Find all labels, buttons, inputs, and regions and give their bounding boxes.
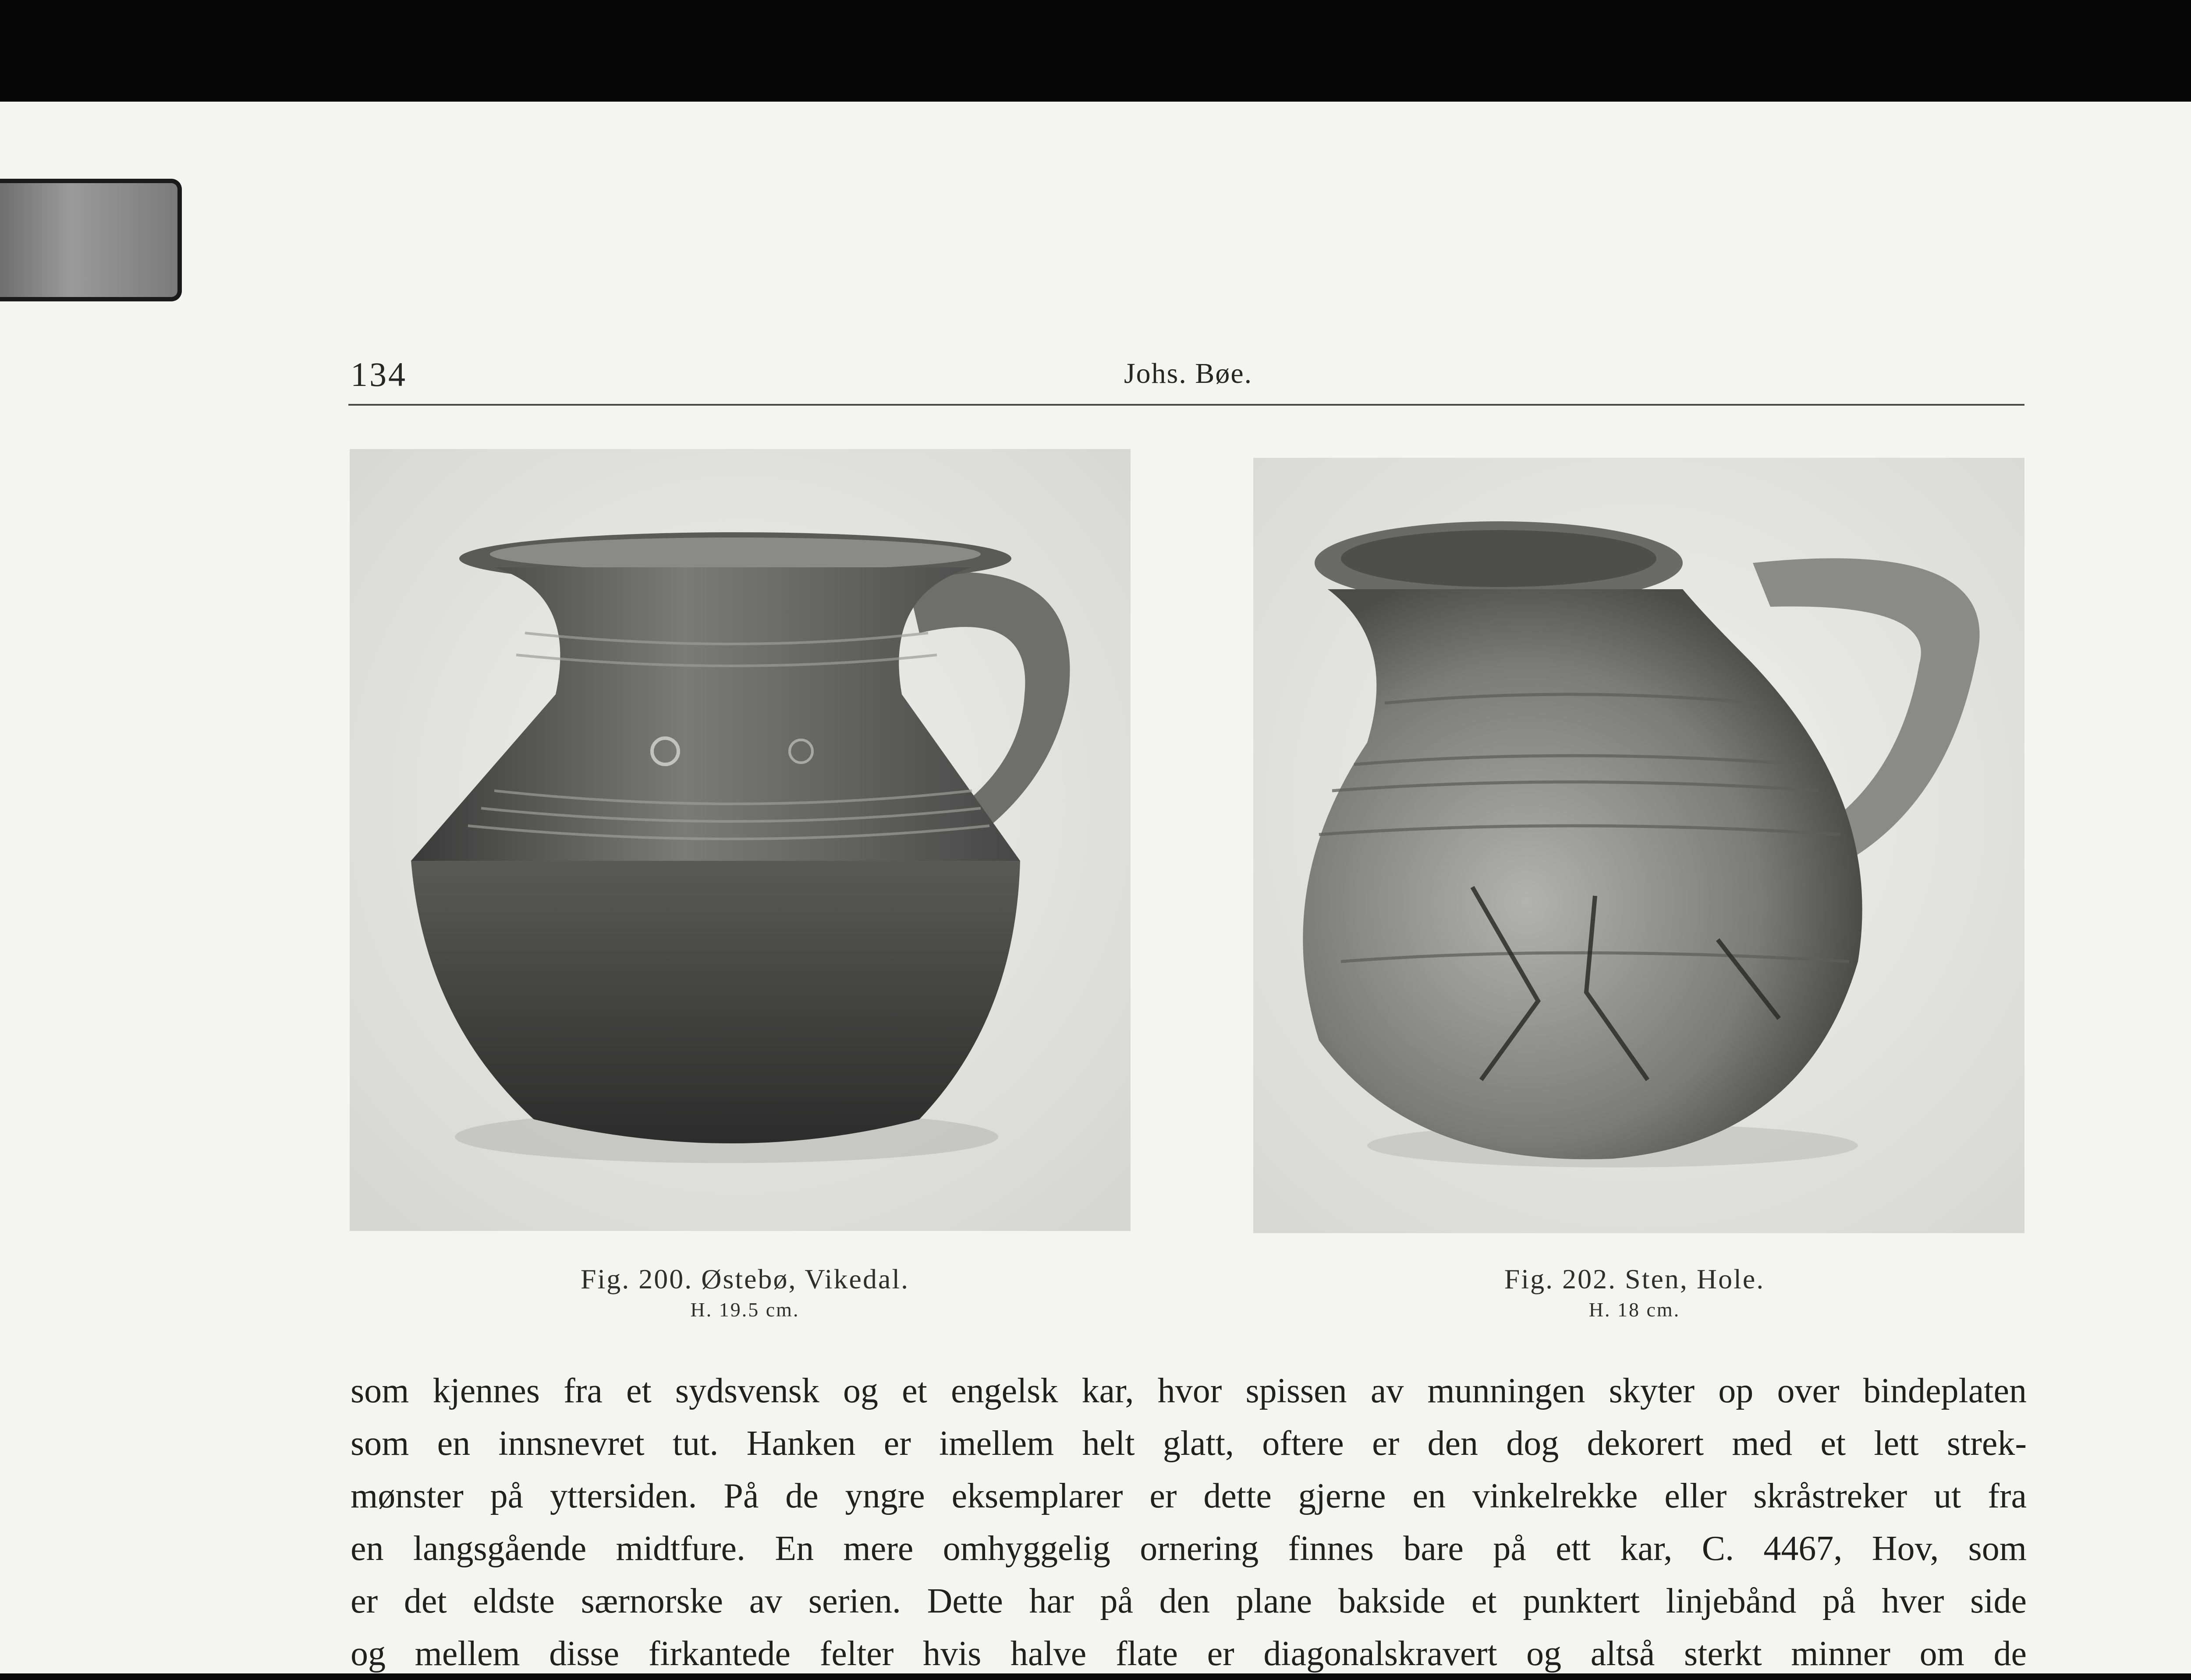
header-rule	[348, 404, 2024, 406]
figure-200-caption	[482, 1262, 1008, 1323]
figure-202-photo	[1253, 458, 2024, 1233]
page-tab-marker	[0, 179, 182, 301]
body-line: som en innsnevret tut. Hanken er imellem helt glatt, oftere er den dog dekorert med et lett strek-	[351, 1424, 2027, 1463]
body-line: en langsgående midtfure. En mere omhyggelig ornering finnes bare på ett kar, C. 4467, Hov, som	[351, 1529, 2027, 1568]
figure-202-title: Fig. 202. Sten, Hole.	[1504, 1263, 1765, 1294]
figure-200-photo	[350, 449, 1131, 1231]
running-head-author: Johs. Bøe.	[1124, 357, 1253, 389]
figure-202-caption	[1372, 1262, 1897, 1323]
figure-200-size: H. 19.5 cm.	[690, 1298, 800, 1321]
body-line: som kjennes fra et sydsvensk og et engelsk kar, hvor spissen av munningen skyter op over bindeplaten	[351, 1372, 2027, 1410]
body-text	[351, 1365, 2027, 1680]
figure-202-size: H. 18 cm.	[1588, 1298, 1680, 1321]
page-number: 134	[351, 355, 407, 393]
figure-200-title: Fig. 200. Østebø, Vikedal.	[580, 1263, 910, 1294]
body-line: og mellem disse firkantede felter hvis halve flate er diagonalskravert og altså sterkt minner om de	[351, 1634, 2027, 1673]
body-line: mønster på yttersiden. På de yngre eksemplarer er dette gjerne en vinkelrekke eller skråstreker ut fra	[351, 1477, 2027, 1515]
film-border-top	[0, 0, 2191, 105]
body-line: er det eldste særnorske av serien. Dette har på den plane bakside et punktert linjebånd på hver side	[351, 1582, 2027, 1620]
